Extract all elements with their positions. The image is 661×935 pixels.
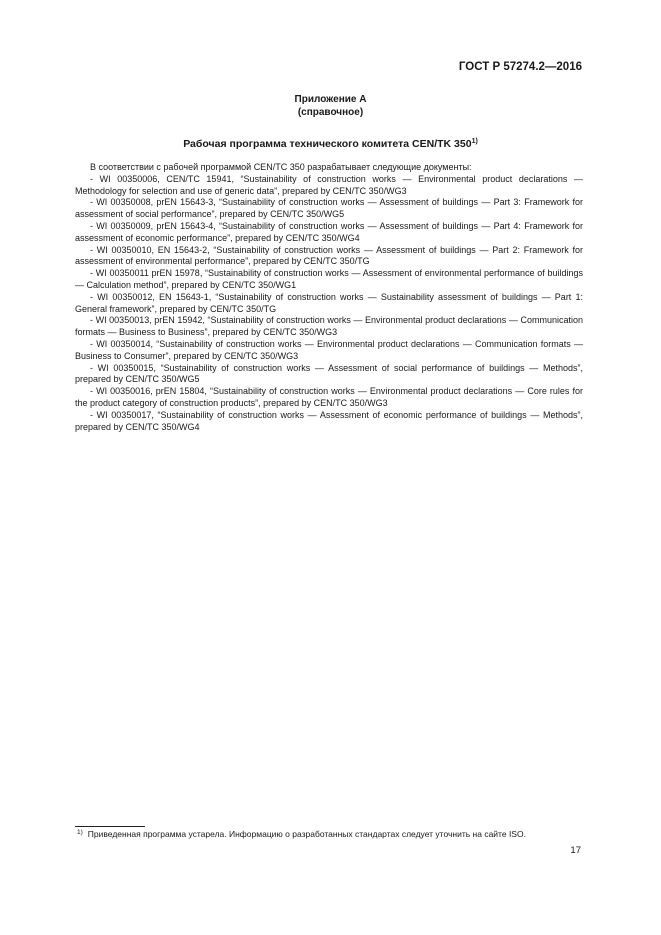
footnote-mark: 1)	[77, 829, 83, 836]
list-item: - WI 00350016, prEN 15804, “Sustainability of construction works — Environmental product declarations — Core rules for the product category of construction products”, prepared by CEN/TC 350/WG3	[75, 386, 583, 408]
list-item: - WI 00350010, EN 15643-2, “Sustainability of construction works — Assessment of buildings — Part 2: Framework for assessment of environmental performance”, prepared by CEN/TC 350/TG	[75, 244, 583, 267]
section-title	[0, 138, 661, 150]
page-number: 17	[570, 845, 581, 856]
list-item: - WI 00350008, prEN 15643-3, “Sustainability of construction works — Assessment of buildings — Part 3: Framework for assessment of social performance”, prepared by CEN/TC 350/WG5	[75, 197, 583, 220]
list-item: - WI 00350009, prEN 15643-4, “Sustainability of construction works — Assessment of buildings — Part 4: Framework for assessment of economic performance”, prepared by CEN/TC 350/WG4	[75, 220, 583, 243]
footnote-divider	[75, 826, 145, 827]
list-item: - WI 00350015, “Sustainability of construction works — Assessment of social performance of buildings — Methods”, prepared by CEN/TC 350/WG5	[75, 362, 583, 385]
document-code: ГОСТ Р 57274.2—2016	[458, 61, 582, 73]
list-item: - WI 00350011 prEN 15978, “Sustainability of construction works — Assessment of environmental performance of buildings — Calculation method”, prepared by CEN/TC 350/WG1	[75, 268, 583, 290]
annex-subtitle: (справочное)	[297, 107, 364, 118]
list-item: - WI 00350017, “Sustainability of construction works — Assessment of economic performance of buildings — Methods”, prepared by CEN/TC 350/WG4	[75, 409, 583, 432]
list-item: - WI 00350006, CEN/TC 15941, “Sustainability of construction works — Environmental product declarations — Methodology for selection and use of generic data”, prepared by CEN/TC 350/WG3	[75, 173, 583, 196]
intro-paragraph: В соответствии с рабочей программой CEN/TC 350 разрабатывает следующие документы:	[90, 162, 472, 172]
document-body	[75, 162, 583, 433]
list-item: - WI 00350013, prEN 15942, “Sustainability of construction works — Environmental product declarations — Communication formats — Business to Business”, prepared by CEN/TC 350/WG3	[75, 315, 583, 338]
annex-title: Приложение А	[294, 94, 367, 105]
list-item: - WI 00350014, “Sustainability of construction works — Environmental product declarations — Communication formats — Business to Consumer”, prepared by CEN/TC 350/WG3	[75, 338, 583, 361]
footnote-text: Приведенная программа устарела. Информацию о разработанных стандартах следует уточнить на сайте ISO.	[87, 829, 526, 839]
footnote	[75, 829, 595, 841]
annex-heading	[0, 93, 661, 119]
list-item: - WI 00350012, EN 15643-1, “Sustainability of construction works — Sustainability assessment of buildings — Part 1: General framework”, prepared by CEN/TC 350/TG	[75, 291, 583, 314]
section-title-text: Рабочая программа технического комитета CEN/TK 350	[183, 138, 472, 150]
section-footnote-ref: 1)	[471, 138, 478, 145]
